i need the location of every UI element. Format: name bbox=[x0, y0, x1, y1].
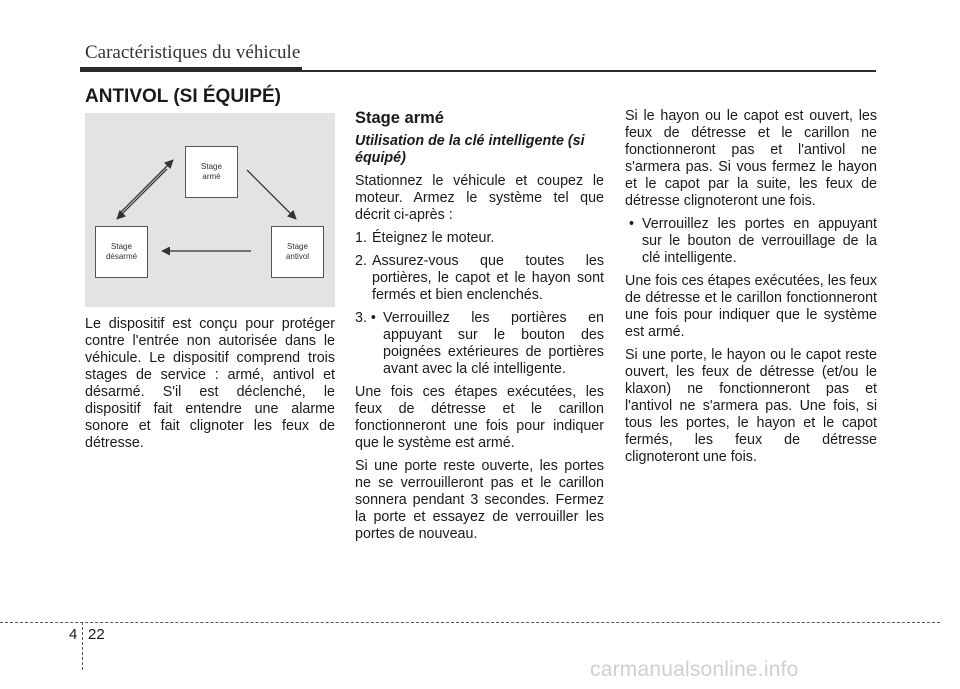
header-rule-thick bbox=[80, 67, 302, 72]
paragraph-1: Stationnez le véhicule et coupez le moteur. Armez le système tel que décrit ci-après : bbox=[355, 173, 604, 223]
box-disarmed bbox=[95, 226, 148, 278]
bullet-text: Verrouillez les portes en appuyant sur le bouton de verrouillage de la clé intelligente. bbox=[642, 216, 877, 266]
list-item bbox=[355, 253, 604, 304]
column-2 bbox=[355, 108, 604, 549]
box-armed bbox=[185, 146, 238, 198]
column-3 bbox=[625, 108, 877, 472]
paragraph-3: Si une porte reste ouverte, les portes ne se verrouilleront pas et le carillon sonnera pendant 3 secondes. Fermez la porte et essayez de verrouiller les portes de nouveau. bbox=[355, 458, 604, 542]
paragraph-1: Si le hayon ou le capot est ouvert, les feux de détresse et le carillon ne fonctionneront pas et l'antivol ne s'armera pas. Si vous fermez le hayon et le capot par la suite, les feux de détresse clignoteront une fois. bbox=[625, 108, 877, 209]
intro-paragraph: Le dispositif est conçu pour protéger contre l'entrée non autorisée dans le véhicule. Le dispositif comprend trois stages de service : armé, antivol et désarmé. S'il est déclenché, le dispositif fait entendre une alarme sonore et fait clignoter les feux de détresse. bbox=[85, 316, 335, 451]
chapter-title: Caractéristiques du véhicule bbox=[85, 42, 301, 63]
paragraph-3: Si une porte, le hayon ou le capot reste ouvert, les feux de détresse (et/ou le klaxon) ne fonctionneront pas et l'antivol ne s'armera pas. Une fois, si tous les portes, le hayon et le capot fermés, les feux de détresse clignoteront une fois. bbox=[625, 347, 877, 465]
bullet-icon: • bbox=[629, 216, 635, 232]
subheading-smart-key: Utilisation de la clé intelligente (si équipé) bbox=[355, 133, 585, 166]
list-item-number: 1. bbox=[355, 230, 367, 246]
arrow-disarmed-to-armed bbox=[121, 160, 173, 212]
state-diagram bbox=[85, 113, 335, 307]
watermark: carmanualsonline.info bbox=[590, 658, 799, 681]
list-item-text: Éteignez le moteur. bbox=[372, 230, 495, 246]
list-item bbox=[355, 230, 604, 247]
heading-stage-arme: Stage armé bbox=[355, 109, 444, 127]
box-armed-label: Stage armé bbox=[201, 162, 222, 181]
page-number: 22 bbox=[88, 626, 105, 643]
arrow-armed-to-antivol bbox=[247, 170, 296, 219]
list-item bbox=[355, 310, 604, 378]
box-disarmed-label: Stage désarmé bbox=[105, 242, 138, 261]
paragraph-2: Une fois ces étapes exécutées, les feux de détresse et le carillon fonctionneront une fois pour indiquer que le système est armé. bbox=[355, 384, 604, 451]
list-item-number: 3. • bbox=[355, 310, 376, 326]
box-antivol bbox=[271, 226, 324, 278]
paragraph-2: Une fois ces étapes exécutées, les feux de détresse et le carillon fonctionneront une fois pour indiquer que le système est armé. bbox=[625, 273, 877, 340]
list-item-text: Assurez-vous que toutes les portières, le capot et le hayon sont fermés et bien enclenchés. bbox=[372, 253, 604, 303]
bullet-item bbox=[629, 216, 877, 267]
section-title: ANTIVOL (SI ÉQUIPÉ) bbox=[85, 86, 282, 107]
box-antivol-label: Stage antivol bbox=[285, 242, 310, 261]
arrow-armed-to-disarmed bbox=[117, 169, 167, 219]
page-chapter: 4 bbox=[69, 626, 78, 643]
list-item-text: Verrouillez les portières en appuyant sur le bouton des poignées extérieures de portières avant avec la clé intelligente. bbox=[383, 310, 604, 377]
header-rule-thin bbox=[302, 70, 876, 72]
list-item-number: 2. bbox=[355, 253, 367, 269]
footer-divider bbox=[82, 622, 83, 670]
footer-rule bbox=[0, 622, 940, 623]
column-1 bbox=[85, 316, 335, 458]
